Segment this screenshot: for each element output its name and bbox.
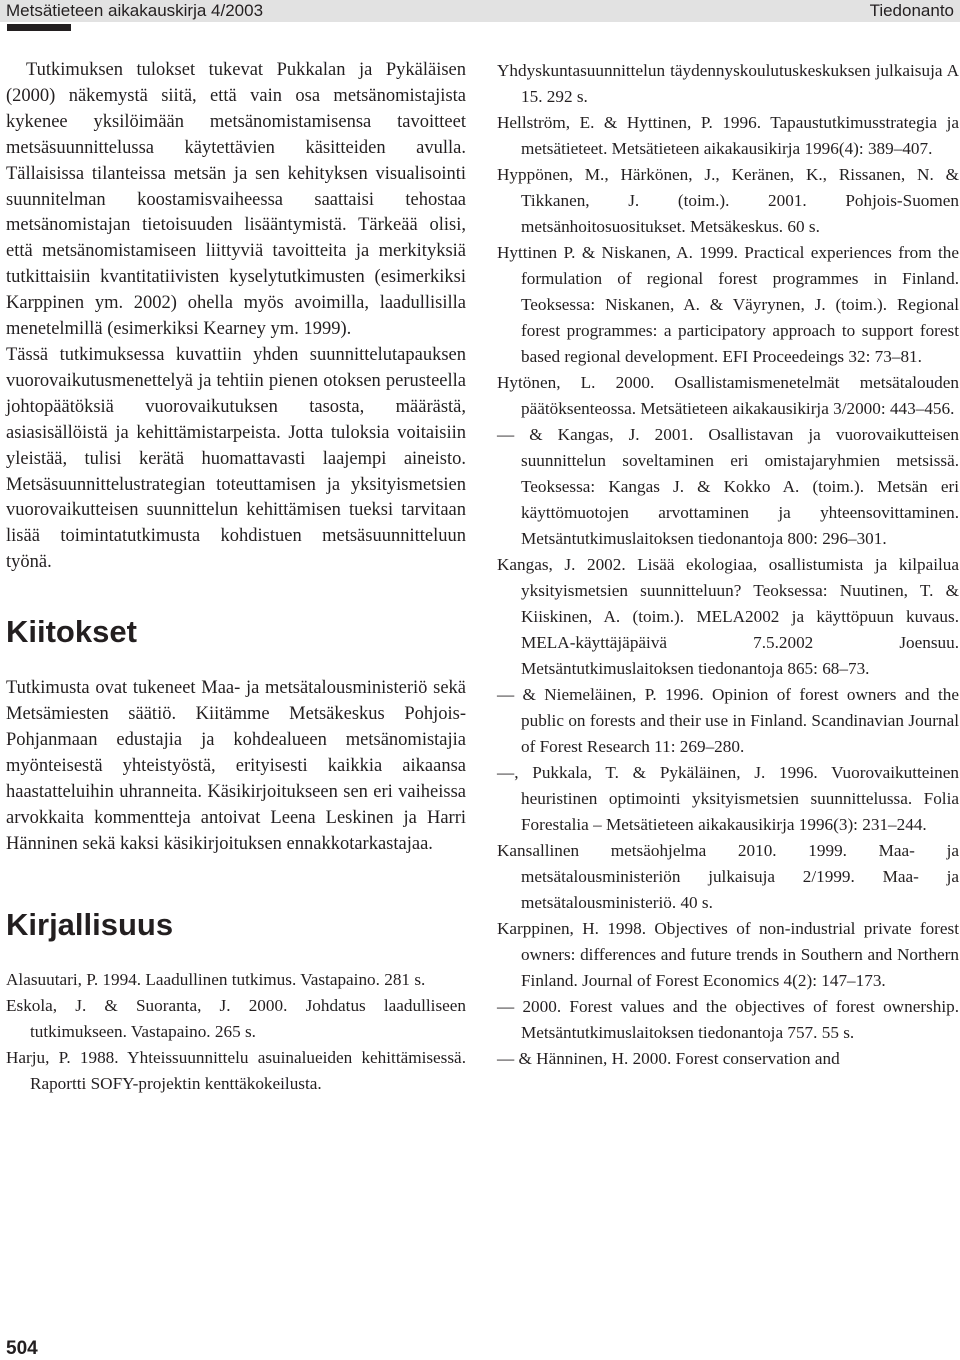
reference-entry: Harju, P. 1988. Yhteissuunnittelu asuinalueiden kehittämisessä. Raportti SOFY-projektin kenttäkokeilusta. (6, 1048, 466, 1094)
references-left (6, 967, 466, 1097)
reference-entry: Hyttinen P. & Niskanen, A. 1999. Practical experiences from the formulation of regional forest programmes in Finland. Teoksessa: Niskanen, A. & Väyrynen, J. (toim.). Regional forest programmes: a participatory approach to support forest based regional development. EFI Proceedeings 32: 73–81. (497, 243, 959, 366)
reference-entry: Alasuutari, P. 1994. Laadullinen tutkimus. Vastapaino. 281 s. (6, 970, 426, 990)
reference-entry: Karppinen, H. 1998. Objectives of non-industrial private forest owners: differences and future trends in Southern and Northern Finland. Journal of Forest Economics 4(2): 147–173. (497, 919, 959, 990)
right-column (497, 58, 959, 1072)
section-label: Tiedonanto (869, 1, 954, 20)
left-column (6, 58, 466, 1097)
reference-entry: Eskola, J. & Suoranta, J. 2000. Johdatus laadulliseen tutkimukseen. Vastapaino. 265 s. (6, 996, 466, 1042)
journal-title: Metsätieteen aikakauskirja 4/2003 (6, 1, 264, 20)
reference-entry: — & Hänninen, H. 2000. Forest conservation and (497, 1049, 840, 1068)
acknowledgements-text: Tutkimusta ovat tukeneet Maa- ja metsätalousministeriö sekä Metsämiesten säätiö. Kiitämme Metsäkeskus Pohjois-Pohjanmaan edustajia ja kohdealueen metsänomistajia myönteisestä yhteistyöstä, erityisesti kaikkia aikaansa haastatteluihin uhranneita. Käsikirjoitukseen sen eri vaiheissa arvokkaita kommentteja antoivat Leena Leskinen ja Harri Hänninen sekä kaksi käsikirjoituksen ennakkotarkastajaa. (6, 678, 466, 854)
references-heading: Kirjallisuus (6, 907, 174, 943)
reference-entry: Kansallinen metsäohjelma 2010. 1999. Maa- ja metsätalousministeriön julkaisuja 2/1999. Maa- ja metsätalousministeriö. 40 s. (497, 841, 959, 912)
reference-entry: Hellström, E. & Hyttinen, P. 1996. Tapaustutkimusstrategia ja metsätieteet. Metsätieteen aikakausikirja 1996(4): 389–407. (497, 113, 959, 158)
running-header (0, 0, 960, 22)
body-paragraph-2: Tässä tutkimuksessa kuvattiin yhden suunnittelutapauksen vuorovaikutusmenettelyä ja tehtiin pienen otoksen perusteella johtopäätöksiä vuorovaikutuksen tasosta, määrästä, asiasisällöistä ja kehittämistarpeista. Jotta tuloksia voitaisiin yleistää, tulisi kerätä huomattavasti laajempi aineisto. Metsäsuunnittelustrategian toteuttamisen ja yksityismetsien vuorovaikutteisen suunnittelun kehittämisen tueksi tarvitaan lisää toimintatutkimusta kohdistuen metsäsuunnitteluun työnä. (6, 344, 466, 573)
header-rule (7, 24, 71, 31)
reference-entry: — 2000. Forest values and the objectives of forest ownership. Metsäntutkimuslaitoksen tiedonantoja 757. 55 s. (497, 997, 959, 1042)
reference-entry: Hyppönen, M., Härkönen, J., Keränen, K., Rissanen, N. & Tikkanen, J. (toim.). 2001. Pohjois-Suomen metsänhoitosuositukset. Metsäkeskus. 60 s. (497, 165, 959, 236)
body-paragraph-1: Tutkimuksen tulokset tukevat Pukkalan ja Pykäläisen (2000) näkemystä siitä, että vain osa metsänomistajista kykenee yksilöimään metsänomistamisensa tavoitteet metsäsuunnittelussa käytettävien käsitteiden avulla. Tällaisissa tilanteissa metsän ja sen kehityksen visualisointi suunnitelman koostamisvaiheessa saattaisi tehostaa metsänomistajan tietoisuuden lisääntymistä. Tärkeää olisi, että metsänomistamiseen liittyviä tavoitteita ja merkityksiä tutkittaisiin kvantitatiivisten kyselytutkimusten (esimerkiksi Karppinen ym. 2002) ohella myös avoimilla, laadullisilla menetelmillä (esimerkiksi Kearney ym. 1999). (6, 60, 466, 340)
reference-entry: Kangas, J. 2002. Lisää ekologiaa, osallistumista ja kilpailua yksityismetsien suunnitteluun? Teoksessa: Nuutinen, T. & Kiiskinen, A. (toim.). MELA2002 ja käyttöpuun kuvaus. MELA-käyttäjäpäivä 7.5.2002 Joensuu. Metsäntutkimuslaitoksen tiedonantoja 865: 68–73. (497, 555, 959, 678)
reference-entry: Hytönen, L. 2000. Osallistamismenetelmät metsätalouden päätöksenteossa. Metsätieteen aikakausikirja 3/2000: 443–456. (497, 373, 959, 418)
acknowledgements-heading: Kiitokset (6, 614, 137, 650)
reference-entry: —, Pukkala, T. & Pykäläinen, J. 1996. Vuorovaikutteinen heuristinen optimointi yksityismetsien suunnittelussa. Folia Forestalia – Metsätieteen aikakausikirja 1996(3): 231–244. (497, 763, 959, 834)
reference-entry: — & Kangas, J. 2001. Osallistavan ja vuorovaikutteisen suunnittelun soveltaminen eri omistajaryhmien metsissä. Teoksessa: Kangas J. & Kokko A. (toim.). Metsän eri käyttömuotojen arvottaminen ja yhteensovittaminen. Metsäntutkimuslaitoksen tiedonantoja 800: 296–301. (497, 425, 959, 548)
reference-entry-continued: Yhdyskuntasuunnittelun täydennyskoulutuskeskuksen julkaisuja A 15. 292 s. (497, 61, 959, 106)
page-number: 504 (6, 1338, 38, 1359)
reference-entry: — & Niemeläinen, P. 1996. Opinion of forest owners and the public on forests and their use in Finland. Scandinavian Journal of Forest Research 11: 269–280. (497, 685, 959, 756)
